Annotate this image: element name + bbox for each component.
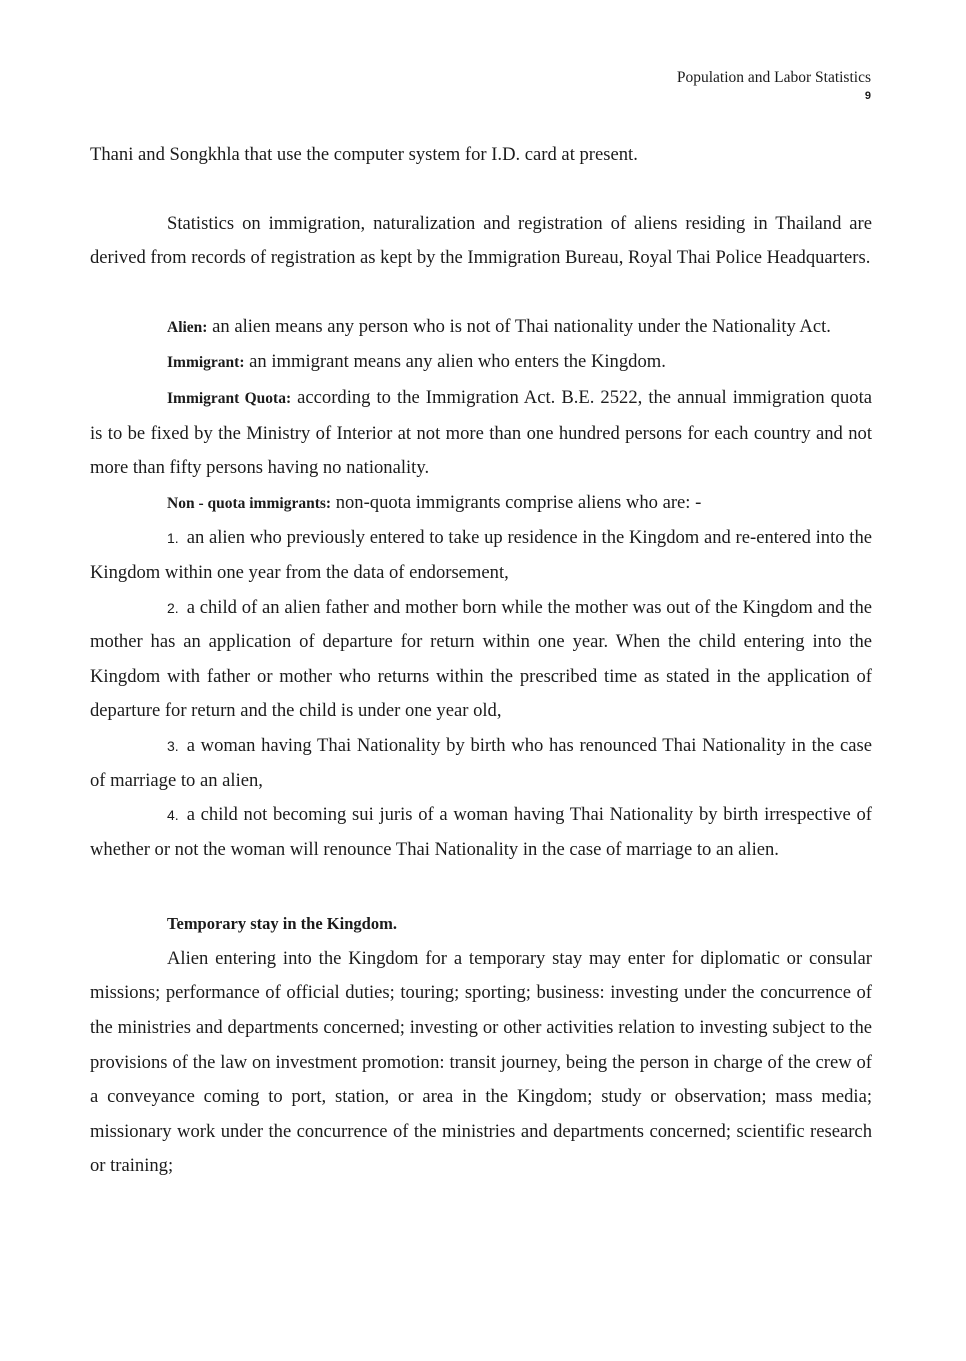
running-header <box>677 68 871 104</box>
list-item-number: 2. <box>167 599 179 616</box>
list-item <box>90 521 872 590</box>
section-heading: Temporary stay in the Kingdom. <box>167 914 397 934</box>
paragraph-statistics: Statistics on immigration, naturalization and registration of aliens residing in Thailand are derived from records of registration as kept by the Immigration Bureau, Royal Thai Police Headquarters. <box>90 212 872 269</box>
page-number: 9 <box>864 90 871 102</box>
definition-term: Immigrant Quota: <box>167 389 292 407</box>
definition-text: according to the Immigration Act. B.E. 2522, the annual immigration quota is to be fixed by the Ministry of Interior at not more than one hundred persons for each country and not more than fifty persons having no nationality. <box>90 386 872 479</box>
list-item <box>90 591 872 729</box>
definition-alien <box>90 310 872 346</box>
body-text <box>90 138 872 1184</box>
list-item-number: 4. <box>167 807 179 824</box>
list-item <box>90 729 872 798</box>
definition-term: Non - quota immigrants: <box>167 494 332 512</box>
paragraph-temporary-stay: Alien entering into the Kingdom for a temporary stay may enter for diplomatic or consular missions; performance of official duties; touring; sporting; business: investing under the concurrence of the ministries and departments concerned; investing or other activities relation to investing subject to the provisions of the law on investment promotion: transit journey, being the person in charge of the crew of a conveyance coming to port, station, or area in the Kingdom; study or observation; mass media; missionary work under the concurrence of the ministries and departments concerned; scientific research or training; <box>90 947 872 1177</box>
paragraph-continued: Thani and Songkhla that use the computer system for I.D. card at present. <box>90 144 638 165</box>
definition-term: Immigrant: <box>167 354 245 372</box>
definition-text: non-quota immigrants comprise aliens who are: - <box>331 491 702 513</box>
list-item <box>90 798 872 867</box>
running-header-title: Population and Labor Statistics <box>676 69 871 86</box>
definition-text: an alien means any person who is not of Thai nationality under the Nationality Act. <box>207 315 831 337</box>
definition-immigrant <box>90 345 872 381</box>
definition-non-quota-immigrants <box>90 486 872 522</box>
list-item-text: a child not becoming sui juris of a woman having Thai Nationality by birth irrespective of whether or not the woman will renounce Thai Nationality in the case of marriage to an alien. <box>90 804 872 860</box>
definition-text: an immigrant means any alien who enters the Kingdom. <box>244 351 666 373</box>
list-item-text: a child of an alien father and mother born while the mother was out of the Kingdom and the mother has an application of departure for return within one year. When the child entering into the Kingdom with father or mother who returns within the prescribed time as stated in the application of departure for return and the child is under one year old, <box>90 596 872 722</box>
list-item-number: 1. <box>167 530 179 547</box>
list-item-text: a woman having Thai Nationality by birth who has renounced Thai Nationality in the case of marriage to an alien, <box>90 734 872 791</box>
list-item-text: an alien who previously entered to take up residence in the Kingdom and re-entered into the Kingdom within one year from the data of endorsement, <box>90 527 872 583</box>
list-item-number: 3. <box>167 737 179 754</box>
definition-term: Alien: <box>167 318 208 336</box>
definition-immigrant-quota <box>90 381 872 486</box>
